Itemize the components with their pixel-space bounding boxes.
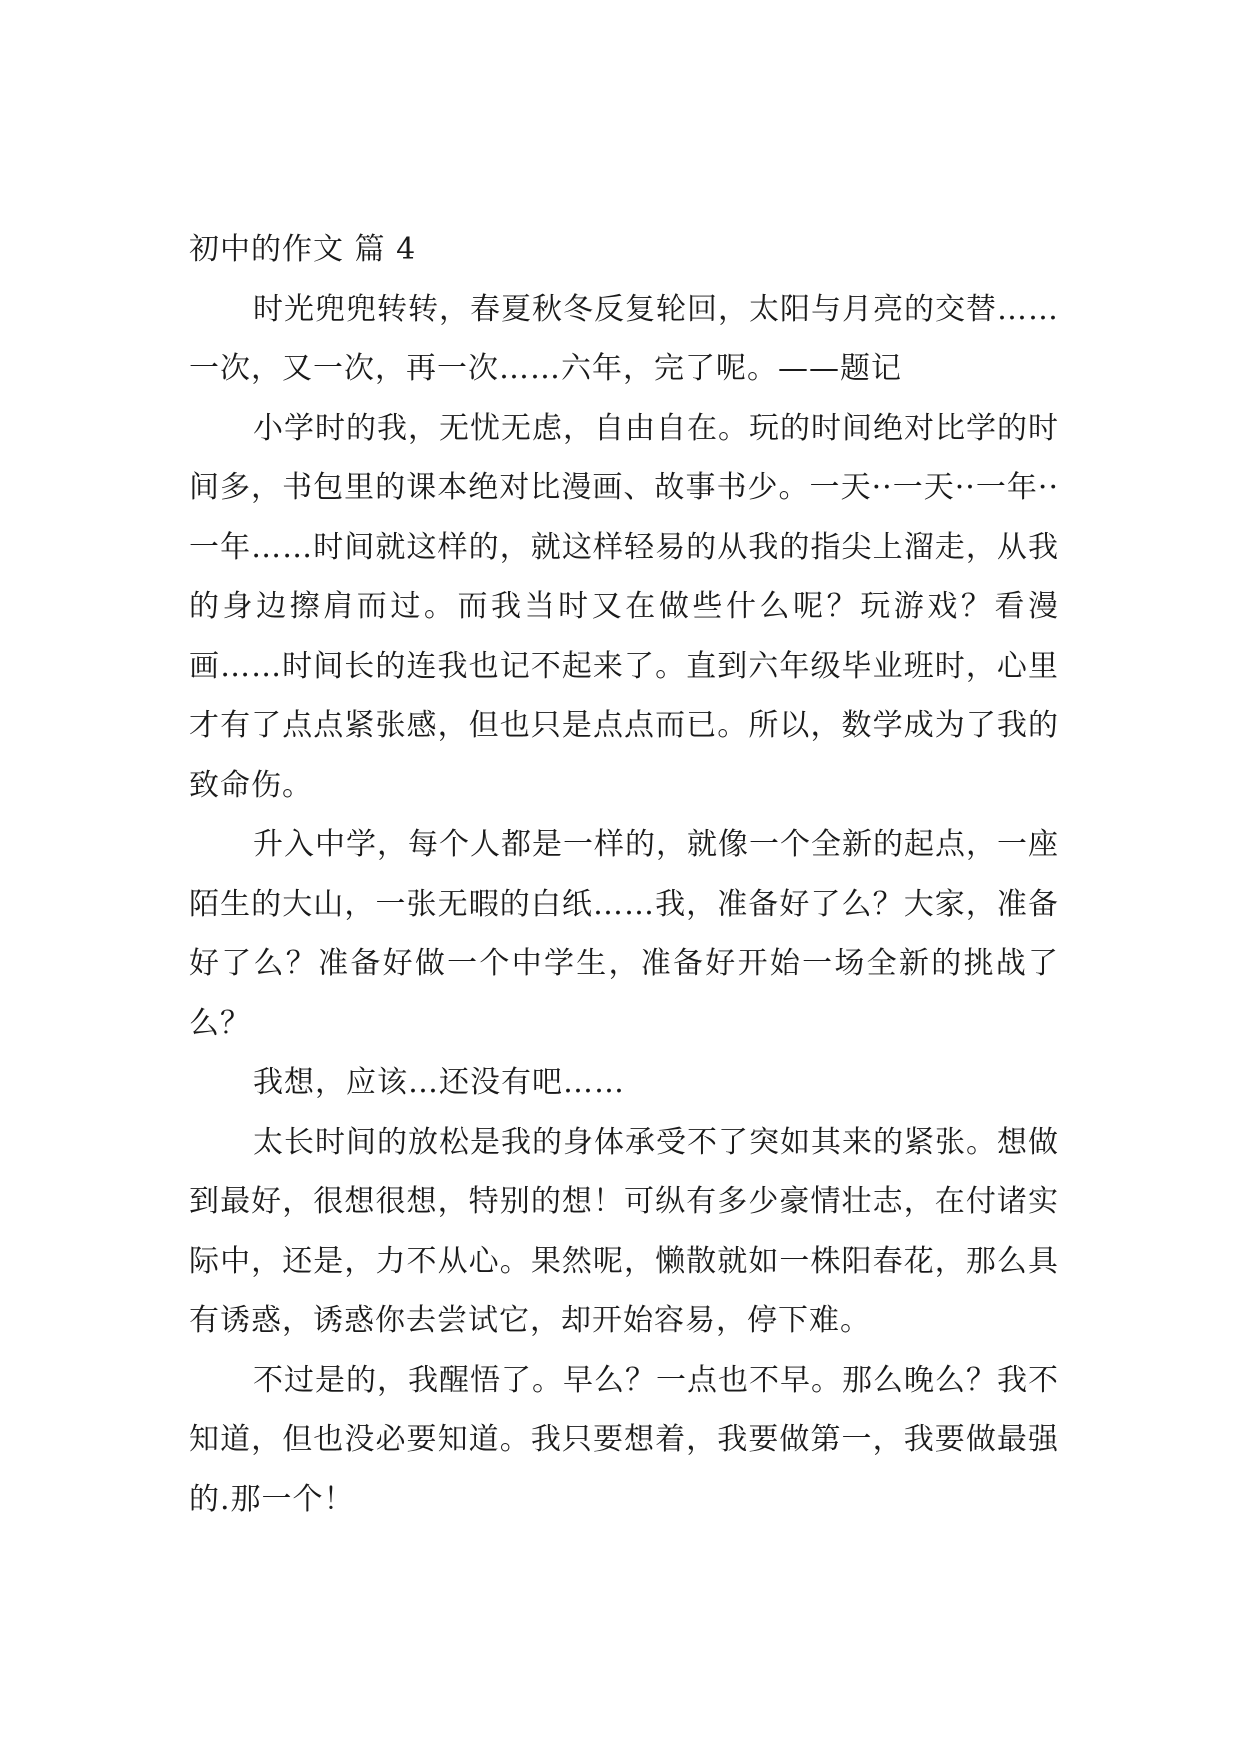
paragraph-epigraph: 时光兜兜转转，春夏秋冬反复轮回，太阳与月亮的交替……一次，又一次，再一次……六年，完了呢。——题记 bbox=[189, 291, 1059, 386]
paragraph-struggle: 太长时间的放松是我的身体承受不了突如其来的紧张。想做到最好，很想很想，特别的想！可纵有多少豪情壮志，在付诸实际中，还是，力不从心。果然呢，懒散就如一株阳春花，那么具有诱惑，诱惑你去尝试它，却开始容易，停下难。 bbox=[189, 1124, 1059, 1338]
paragraph-reflection: 我想，应该…还没有吧…… bbox=[253, 1065, 625, 1100]
document-body bbox=[189, 220, 1059, 1529]
paragraph-awakening: 不过是的，我醒悟了。早么？一点也不早。那么晚么？我不知道，但也没必要知道。我只要想着，我要做第一，我要做最强的.那一个！ bbox=[189, 1362, 1059, 1517]
document-heading: 初中的作文 篇 4 bbox=[189, 232, 417, 267]
paragraph-primary-school: 小学时的我，无忧无虑，自由自在。玩的时间绝对比学的时间多，书包里的课本绝对比漫画、故事书少。一天··一天··一年··一年……时间就这样的，就这样轻易的从我的指尖上溜走，从我的身边擦肩而过。而我当时又在做些什么呢？玩游戏？看漫画……时间长的连我也记不起来了。直到六年级毕业班时，心里才有了点点紧张感，但也只是点点而已。所以，数学成为了我的致命伤。 bbox=[189, 410, 1059, 803]
paragraph-middle-school: 升入中学，每个人都是一样的，就像一个全新的起点，一座陌生的大山，一张无暇的白纸……我，准备好了么？大家，准备好了么？准备好做一个中学生，准备好开始一场全新的挑战了么？ bbox=[189, 827, 1059, 1041]
